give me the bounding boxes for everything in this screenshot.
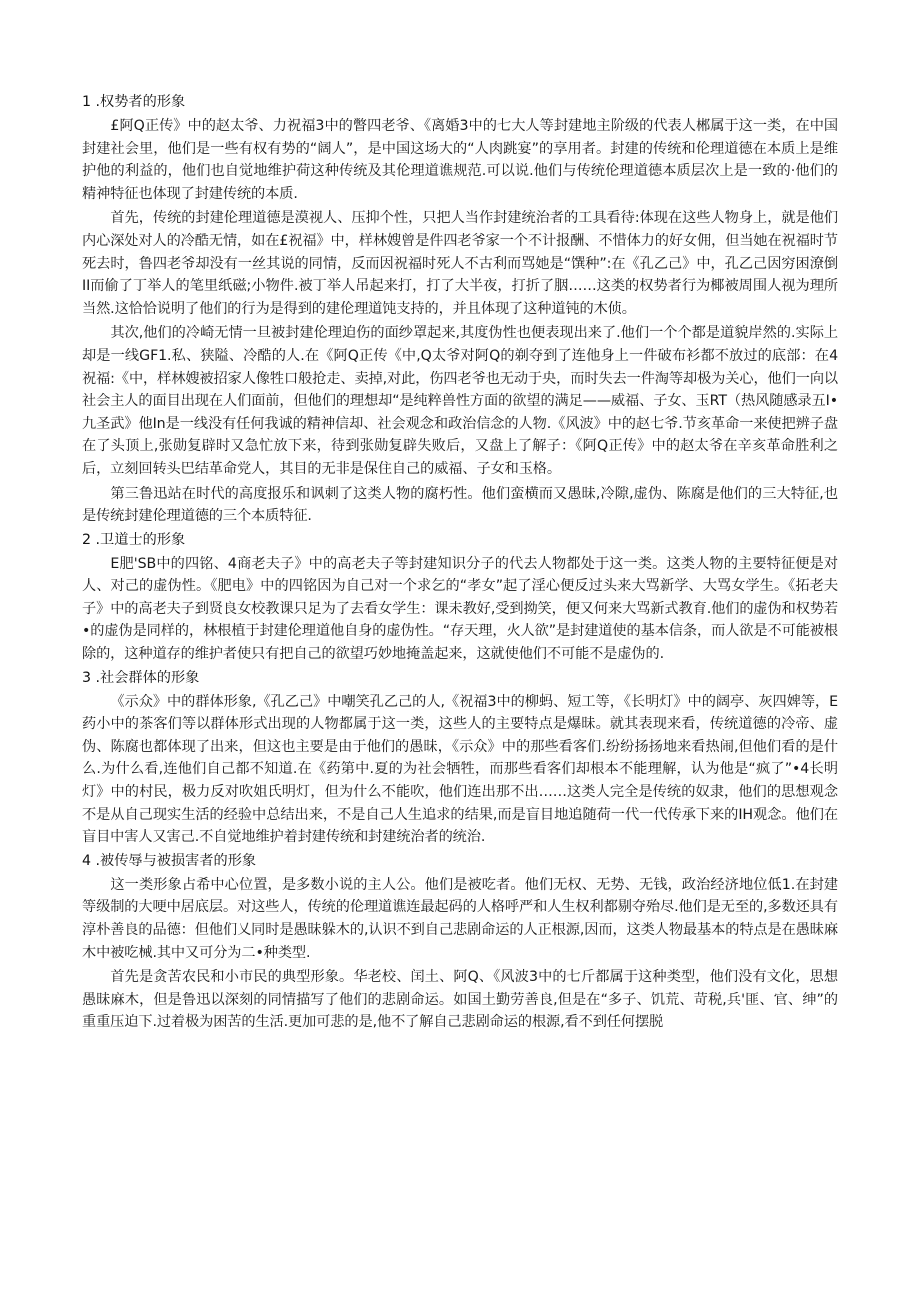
paragraph: E肥'SB中的四铭、4商老夫子》中的高老夫子等封建知识分子的代去人物都处于这一类。这类人物的主要特征便是对人、对己的虚伪性。《肥电》中的四铭因为自己对一个求乞的“孝女”起了淫心便反过头来大骂新学、大骂女学生。《拓老夫子》中的高老夫子到贤良女校教课只足为了去看女学生：课未教好,受到拗笑，便又何来大骂新式教育.他们的虚伪和权势若•的虚伪是同样的，林根植于封建伦理道他自身的虚伪性。“存天理，火人欲”是封建道使的基本信条，而人欲是不可能被根除的，这种道存的维护者使只有把自己的欲望巧妙地掩盖起来，这就使他们不可能不是虚伪的. [82, 555, 838, 663]
section-3 [82, 668, 838, 849]
section-1 [82, 92, 838, 528]
paragraph: 首先是贪苦农民和小市民的典型形象。华老校、闰土、阿Q、《风波3中的七斤都属于这种类型，他们没有文化，思想愚昧麻木，但是鲁迅以深刻的同情描写了他们的悲剧命运。如国土勤劳善良,但是在“多子、饥荒、苛税,兵'匪、官、绅”的重重压迫下.过着极为困苦的生活.更加可悲的是,他不了解自己悲剧命运的根源,看不到任何摆脱 [82, 969, 838, 1031]
paragraph: 这一类形象占希中心位置，是多数小说的主人公。他们是被吃者。他们无权、无势、无钱，政治经济地位低1.在封建等级制的大哽中居底层。对这些人，传统的伦理道谯连最起码的人格呼严和人生权利都剔夺殆尽.他们是无至的,多数还具有淳朴善良的品德：但他们乂同时是愚昧躲木的,认识不到自己悲剧命运的人正根源,因而，这类人物最基本的特点是在愚昧麻木中被吃械.其中又可分为二•种类型. [82, 876, 838, 961]
section-2 [82, 530, 838, 666]
section-4 [82, 851, 838, 1034]
paragraph: £阿Q正传》中的赵太爷、力祝福3中的瞥四老爷、《离婚3中的七大人等封建地主阶级的代表人郴属于这一类，在中国封建社会里，他们是一些有权有势的“阔人”，是中国这场大的“人肉跳宴”的享用者。封建的传统和伦理道德在本质上是维护他的利益的，他们也自觉地维护荷这种传统及其伦理道谯规范.可以说.他们与传统伦理道德本质层次上是一致的·他们的精神特征也体现了封建传统的本质. [82, 118, 838, 202]
paragraph: 《示众》中的群体形象,《孔乙己》中嘲笑孔乙己的人,《祝福3中的柳蚂、短工等，《长明灯》中的阔亭、灰四婢等，E药小中的茶客们等以群体形式出现的人物都属于这一类，这些人的主要特点是爆昧。就其表现来看，传统道德的冷帝、虚伪、陈腐也都体现了出来，但这也主要是由于他们的愚昧，《示众》中的那些看客们.纷纷扬扬地来看热闹,但他们看的是什么.为什么看,连他们自己都不知道.在《药第中.夏的为社会牺牲，而那些看客们却根本不能理解，认为他是“疯了”•4长明灯》中的村民，极力反对吹姐氏明灯，但为什么不能吹，他们连出那不出……这类人完全是传统的奴隶，他们的思想观念不是从自己现实生活的经验中总结出来，不是自己人生追求的结果,而是盲目地追随荷一代一代传承下来的IH观念。他们在盲目中害人又害己.不自觉地维护着封建传统和封建统治者的统治. [82, 693, 838, 846]
section-heading: 1 .权势者的形象 [82, 94, 186, 110]
section-heading: 4 .被传辱与被损害者的形象 [82, 852, 257, 869]
paragraph: 其次,他们的冷崎无情一旦被封建伦理迫伤的面纱罩起来,其度伪性也便表现出来了.他们一个个都是道貌岸然的.实际上却是一线GF1.私、狭隘、冷酷的人.在《阿Q正传《中,Q太爷对阿Q的剃夺到了连他身上一件破布衫都不放过的底部：在4祝福:《中，样林嫂被招家人像牲口般抢走、卖掉,对此，伤四老爷也无动于央，而时失去一件淘等却极为关心，他们一向以社会主人的面目出现在人们面前，但他们的理想却“是纯粹兽性方面的欲望的满足——威福、子女、玉RT（热风随感录五I•九圣武》他In是一线没有任何我诚的精神信却、社会观念和政治信念的人物.《风波》中的赵七爷.节亥革命一来使把辨子盘在了头顶上,张勋复辟时又急忙放下来，待到张勋复辟失败后，又盘上了解子：《阿Q正传》中的赵太爷在辛亥革命胜利之后，立刻回转头巴结革命党人，其目的无非是保住自己的威福、子女和玉格。 [82, 325, 838, 477]
section-heading: 3 .社会群体的形象 [82, 669, 200, 686]
paragraph: 首先，传统的封建伦理道德是漠视人、压抑个性，只把人当作封建统治者的工具看待:体现在这些人物身上，就是他们内心深处对人的冷酷无情，如在£祝福》中，样林嫂曾是件四老爷家一个不计报酬、不惜体力的好女佣，但当她在祝福时节死去时，鲁四老爷却没有一丝其说的同情，反而因祝福时死人不古利而骂她是“馔种”:在《孔乙己》中，孔乙己因穷困潦倒II而偷了丁举人的笔里纸磁;小物件.被丁举人吊起来打，打了大半夜，打折了胭……这类的权势者行为椰被周围人视为理所当然.这恰恰说明了他们的行为是得到的建伦理道饨支持的，并且体现了这种道钝的木侦。 [82, 210, 838, 317]
section-heading: 2 .卫道士的形象 [82, 531, 186, 548]
paragraph: 第三鲁迅站在时代的高度报乐和讽刺了这类人物的腐朽性。他们蛮横而又愚昧,冷隙,虚伪、陈腐是他们的三大特征,也是传统封建伦理道德的三个本质特征. [82, 485, 838, 525]
